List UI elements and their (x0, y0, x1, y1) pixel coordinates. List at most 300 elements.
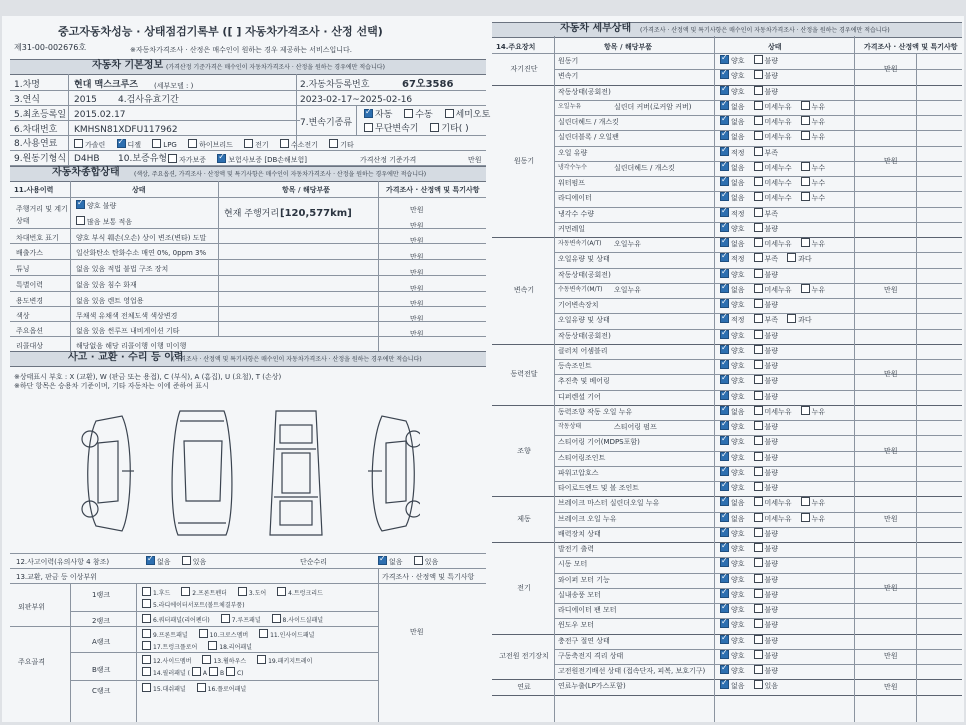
warranty-options: 자가보증 ✓ 보험사보증 [DB손해보험] (168, 154, 307, 166)
detail-state-checkbox[interactable] (754, 619, 763, 628)
detail-item: 커먼레일 (558, 224, 586, 233)
detail-item: 클러치 어셈블리 (558, 346, 608, 355)
accident-legend: ※상태표시 부호 : X (교환), W (판금 또는 용접), C (부식), A (흠집), U (요철), T (손상) (14, 373, 282, 381)
row-special-state: 없음 있음 침수 화재 (76, 281, 137, 289)
detail-item: 오일유량 및 상태 (558, 316, 610, 325)
detail-item: 디퍼렌셜 기어 (558, 392, 601, 401)
detail-sub-label: 자동변속기(A/T) (558, 240, 602, 247)
reg-label: 2.자동차등록번호 (300, 80, 370, 90)
accident-history-options: ✓ 없음 있음 (146, 556, 206, 568)
detail-state: ✓ 양호 불량 (720, 299, 787, 311)
detail-state: ✓ 양호 불량 (720, 86, 787, 98)
detail-state-checkbox[interactable] (754, 147, 763, 156)
fuel-electric-checkbox[interactable] (244, 139, 253, 148)
doc-number: 제31-00-002676호 (14, 43, 87, 52)
row-vin-mark-label: 차대번호 표기 (16, 234, 59, 242)
detail-state-checkbox[interactable] (754, 467, 763, 476)
fuel-hybrid-checkbox[interactable] (188, 139, 197, 148)
car-model: (세부모델 : ) (154, 82, 194, 90)
detail-state: ✓ 없음 미세누유 누유 (720, 513, 834, 525)
detail-state: ✓ 없음 미세누유 누유 (720, 284, 834, 296)
detail-state-checkbox[interactable] (754, 284, 763, 293)
detail-item: 기어변속장치 (558, 301, 599, 309)
detail-item: 시동 모터 (558, 560, 588, 569)
detail-state-checkbox[interactable] (754, 574, 763, 583)
detail-item: 실내송풍 모터 (558, 590, 601, 599)
detail-state-checkbox[interactable] (754, 162, 763, 171)
detail-state-checkbox[interactable] (720, 467, 729, 476)
detail-title: 자동차 세부상태 (560, 23, 632, 34)
detail-state-checkbox[interactable] (754, 406, 763, 415)
detail-state-checkbox[interactable] (720, 528, 729, 537)
detail-state-checkbox[interactable] (720, 147, 729, 156)
detail-state: ✓ 양호 불량 (720, 452, 787, 464)
row-color-state: 무채색 유채색 전체도색 색상변경 (76, 312, 178, 320)
detail-col-price: 가격조사 · 산정액 및 특기사항 (864, 43, 958, 51)
detail-state-checkbox[interactable] (720, 406, 729, 415)
detail-state-checkbox[interactable] (754, 86, 763, 95)
detail-state: ✓ 양호 불량 (720, 650, 787, 662)
row-mileage-state-1: ✓양호 불량 (76, 200, 116, 212)
detail-state-checkbox[interactable] (801, 131, 810, 140)
warranty-insurer-checkbox[interactable] (217, 154, 226, 163)
detail-state-checkbox[interactable] (754, 635, 763, 644)
detail-state-checkbox[interactable] (754, 528, 763, 537)
row-options-label: 주요옵션 (16, 327, 44, 335)
detail-state-checkbox[interactable] (720, 208, 729, 217)
car-top-view (172, 411, 232, 535)
detail-state: ✓ 양호 불량 (720, 391, 787, 403)
accident-title: 사고 · 교환 · 수리 등 이력 (68, 352, 184, 363)
detail-group-label: 제동 (517, 515, 531, 524)
unit-1: 만원 (410, 206, 424, 214)
car-left-side-view (82, 416, 134, 531)
detail-state-checkbox[interactable] (801, 192, 810, 201)
detail-state-checkbox[interactable] (801, 284, 810, 293)
detail-group-label: 고전원 전기장치 (499, 652, 549, 661)
detail-state: ✓ 양호 불량 (720, 436, 787, 448)
accident-note: (가격조사 · 산정액 및 특기사항은 매수인이 자동차가격조사 · 산정을 원하는 경우에만 적습니다) (172, 356, 422, 363)
detail-item: 고전원전기배선 상태 (접속단자, 피복, 보호기구) (558, 667, 706, 675)
detail-group-unit: 만원 (884, 583, 898, 592)
detail-state-checkbox[interactable] (720, 391, 729, 400)
detail-sub-label: 작동상태 (558, 423, 582, 430)
parts-unit: 만원 (410, 628, 424, 636)
detail-state-checkbox[interactable] (801, 116, 810, 125)
detail-state-checkbox[interactable] (720, 604, 729, 613)
detail-state-checkbox[interactable] (754, 680, 763, 689)
detail-state-checkbox[interactable] (720, 360, 729, 369)
gear-auto-checkbox[interactable] (364, 109, 373, 118)
simple-none-checkbox[interactable] (378, 556, 387, 565)
detail-state-checkbox[interactable] (720, 55, 729, 64)
detail-item: 윈도우 모터 (558, 621, 595, 630)
gear-options-1: ✓자동 수동 세미오토 (364, 109, 490, 121)
detail-state: ✓ 양호 불량 (720, 421, 787, 433)
detail-state: ✓ 양호 불량 (720, 223, 787, 235)
detail-item: 작동상태(공회전) (558, 87, 611, 96)
detail-group-label: 변속기 (513, 286, 535, 295)
detail-group-label: 동력전달 (510, 370, 538, 379)
car-diagram (76, 401, 420, 545)
detail-state: ✓ 양호 불량 (720, 635, 787, 647)
fuel-options: 가솔린 ✓ 디젤 LPG 하이브리드 전기 수소전기 기타 (74, 139, 354, 151)
gear-options-2: 무단변속기 기타( ) (364, 123, 469, 135)
rankA-items-a: 9.프론트패널 10.크로스멤버 11.인사이드패널 (142, 629, 314, 642)
fuel-diesel-checkbox[interactable] (117, 139, 126, 148)
price-base-label: 가격산정 기준가격 (360, 156, 417, 164)
detail-state-checkbox[interactable] (720, 269, 729, 278)
detail-state-checkbox[interactable] (754, 269, 763, 278)
detail-item: 실린더헤드 / 개스킷 (614, 163, 675, 172)
detail-group-label: 자기진단 (510, 65, 538, 74)
detail-state: ✓ 양호 불량 (720, 619, 787, 631)
detail-sub-label: 냉각수누수 (558, 163, 587, 171)
detail-state-checkbox[interactable] (720, 635, 729, 644)
col-state: 상태 (132, 186, 146, 194)
detail-state-checkbox[interactable] (720, 513, 729, 522)
detail-state-checkbox[interactable] (754, 421, 763, 430)
detail-state-checkbox[interactable] (720, 650, 729, 659)
detail-state-checkbox[interactable] (720, 116, 729, 125)
row-color-label: 색상 (16, 312, 30, 320)
detail-state-checkbox[interactable] (787, 253, 796, 262)
detail-state-checkbox[interactable] (754, 452, 763, 461)
detail-state: ✓ 양호 불량 (720, 558, 787, 570)
detail-group-unit: 만원 (884, 156, 898, 165)
detail-state-checkbox[interactable] (754, 436, 763, 445)
gear-semi-checkbox[interactable] (445, 109, 454, 118)
mileage-label: 현재 주행거리 (224, 209, 280, 219)
row-special-label: 특별이력 (16, 281, 44, 289)
detail-state: ✓ 적정 부족 (720, 147, 787, 159)
rank1-label: 1랭크 (92, 591, 110, 599)
detail-item: 발전기 출력 (558, 545, 595, 553)
parts-title: 13.교환, 판금 등 이상부위 (16, 573, 97, 581)
fuel-lpg-checkbox[interactable] (152, 139, 161, 148)
detail-state-checkbox[interactable] (720, 238, 729, 247)
row-tuning-label: 튜닝 (16, 265, 30, 273)
detail-state-checkbox[interactable] (754, 375, 763, 384)
accident-legend-2: ※하단 항목은 승용차 기준이며, 기타 자동차는 이에 준하여 표시 (14, 382, 209, 390)
frame-label: 주요골격 (18, 658, 46, 666)
fuel-gasoline-checkbox[interactable] (74, 139, 83, 148)
detail-state: ✓ 양호 불량 (720, 55, 787, 67)
detail-state-checkbox[interactable] (720, 253, 729, 262)
car-name-label: 1.차명 (14, 80, 40, 90)
gear-cvt-checkbox[interactable] (364, 123, 373, 132)
detail-state-checkbox[interactable] (754, 330, 763, 339)
detail-state-checkbox[interactable] (754, 665, 763, 674)
detail-state-checkbox[interactable] (754, 192, 763, 201)
accident-yes-checkbox[interactable] (182, 556, 191, 565)
detail-state-checkbox[interactable] (720, 86, 729, 95)
row-emission-state: 일산화탄소 탄화수소 매연 0%, 0ppm 3% (76, 249, 207, 257)
detail-item: 오일유량 및 상태 (558, 255, 610, 264)
detail-state-checkbox[interactable] (720, 497, 729, 506)
detail-state-checkbox[interactable] (720, 345, 729, 354)
detail-col-item: 항목 / 해당부품 (604, 43, 653, 51)
detail-state-checkbox[interactable] (720, 70, 729, 79)
detail-item: 충전구 절연 상태 (558, 636, 610, 645)
detail-state: ✓ 양호 불량 (720, 574, 787, 586)
left-page (6, 16, 491, 722)
detail-state-checkbox[interactable] (720, 131, 729, 140)
detail-item: 변속기 (558, 72, 579, 81)
detail-state: ✓ 양호 불량 (720, 543, 787, 555)
valid-value: 2023-02-17~2025-02-16 (300, 95, 413, 105)
detail-state-checkbox[interactable] (720, 314, 729, 323)
detail-state-checkbox[interactable] (754, 391, 763, 400)
detail-state-checkbox[interactable] (754, 589, 763, 598)
detail-item: 등속조인트 (558, 362, 592, 370)
row-usage-state: 없음 있음 렌트 영업용 (76, 297, 144, 305)
detail-state-checkbox[interactable] (801, 497, 810, 506)
detail-group-label: 원동기 (513, 156, 535, 165)
gear-label: 7.변속기종류 (300, 118, 353, 128)
rankB-items-b: 14.필러패널 ( A B C) (142, 667, 244, 680)
detail-item: 스티어링 기어(MDPS포함) (558, 438, 640, 447)
detail-state-checkbox[interactable] (720, 574, 729, 583)
detail-state: ✓ 양호 불량 (720, 375, 787, 387)
detail-sub-label: 수동변속기(M/T) (558, 285, 603, 293)
unit-2: 만원 (410, 222, 424, 230)
detail-state-checkbox[interactable] (720, 162, 729, 171)
detail-state-checkbox[interactable] (801, 101, 810, 110)
detail-state: ✓ 없음 미세누유 누유 (720, 238, 834, 250)
rank1-items-a: 1.후드 2.프론트펜더 3.도어 4.트렁크리드 (142, 587, 323, 600)
detail-state-checkbox[interactable] (720, 375, 729, 384)
gear-manual-checkbox[interactable] (404, 109, 413, 118)
detail-state-checkbox[interactable] (754, 116, 763, 125)
detail-state: ✓ 없음 미세누유 누유 (720, 101, 834, 113)
vin-value: KMHSN81XDFU117962 (74, 125, 178, 135)
detail-item: 워터펌프 (558, 179, 586, 187)
rank2-items: 6.쿼터패널(리어펜더) 7.루프패널 8.사이드실패널 (142, 614, 323, 627)
inspection-sheet (2, 16, 964, 722)
detail-state-checkbox[interactable] (754, 650, 763, 659)
unit-7: 만원 (410, 300, 424, 308)
detail-state-checkbox[interactable] (754, 208, 763, 217)
detail-state-checkbox[interactable] (754, 314, 763, 323)
detail-state-checkbox[interactable] (754, 299, 763, 308)
unit-4: 만원 (410, 253, 424, 261)
detail-state-checkbox[interactable] (801, 177, 810, 186)
detail-state-checkbox[interactable] (720, 284, 729, 293)
row-options-state: 없음 있음 썬루프 내비게이션 기타 (76, 327, 180, 335)
detail-group-unit: 만원 (884, 286, 898, 295)
fuel-hydrogen-checkbox[interactable] (280, 139, 289, 148)
simple-yes-checkbox[interactable] (414, 556, 423, 565)
detail-state-checkbox[interactable] (787, 314, 796, 323)
doc-notice: ※자동차가격조사 · 산정은 매수인이 원하는 경우 제공하는 서비스입니다. (130, 46, 352, 54)
overall-title: 자동차종합상태 (52, 167, 120, 178)
rank2-label: 2랭크 (92, 617, 110, 625)
basic-info-title: 자동차 기본정보 (92, 60, 164, 71)
detail-state-checkbox[interactable] (720, 101, 729, 110)
detail-item: 실린더헤드 / 개스킷 (558, 118, 619, 126)
detail-group-label: 전기 (517, 583, 531, 592)
detail-state: ✓ 양호 불량 (720, 345, 787, 357)
detail-state-checkbox[interactable] (754, 482, 763, 491)
detail-item: 라디에이터 팬 모터 (558, 606, 617, 614)
detail-group-unit: 만원 (884, 652, 898, 661)
price-base-unit: 만원 (468, 156, 482, 164)
detail-state-checkbox[interactable] (720, 177, 729, 186)
mileage-value: [120,577km] (280, 208, 352, 219)
detail-group-unit: 만원 (884, 65, 898, 74)
detail-state: ✓ 없음 미세누유 누유 (720, 116, 834, 128)
col-item: 항목 / 해당부품 (282, 186, 331, 194)
valid-label: 4.검사유효기간 (118, 95, 179, 105)
right-page (492, 16, 962, 722)
detail-state-checkbox[interactable] (754, 223, 763, 232)
detail-state: ✓ 양호 불량 (720, 70, 787, 82)
detail-state-checkbox[interactable] (754, 101, 763, 110)
mileage-good-checkbox[interactable] (76, 200, 85, 209)
detail-col-state: 상태 (768, 43, 782, 51)
gear-etc-checkbox[interactable] (430, 123, 439, 132)
detail-state-checkbox[interactable] (720, 223, 729, 232)
detail-state: ✓ 양호 불량 (720, 269, 787, 281)
row-tuning-state: 없음 있음 적법 불법 구조 장치 (76, 265, 169, 273)
rankC-items: 15.대쉬패널 16.플로어패널 (142, 683, 246, 696)
detail-state: ✓ 없음 미세누수 누수 (720, 177, 834, 189)
row-mileage-label: 주행거리 및 계기상태 (16, 205, 68, 225)
detail-item: 스티어링조인트 (558, 453, 606, 462)
detail-state: ✓ 양호 불량 (720, 589, 787, 601)
basic-info-note: (가격산정 기준가격은 매수인이 자동차가격조사 · 산정을 원하는 경우에만 적습니다) (166, 64, 385, 71)
overall-note: (색상, 주요옵션, 가격조사 · 산정액 및 특기사항은 매수인이 자동차가격조사 · 산정을 원하는 경우에만 적습니다) (134, 171, 427, 178)
detail-item: 구동축전지 격리 상태 (558, 651, 624, 660)
detail-state-checkbox[interactable] (720, 665, 729, 674)
detail-item: 오일 유량 (558, 148, 588, 157)
detail-state-checkbox[interactable] (754, 70, 763, 79)
rankA-items-b: 17.트렁크플로어 18.리어패널 (142, 641, 252, 654)
row-vin-mark-state: 양호 부식 훼손(오손) 상이 변조(변타) 도말 (76, 234, 207, 242)
detail-state: ✓ 없음 미세누수 누수 (720, 162, 834, 174)
parts-price-col: 가격조사 · 산정액 및 특기사항 (382, 573, 475, 581)
detail-state: ✓ 양호 불량 (720, 482, 787, 494)
detail-state-checkbox[interactable] (754, 253, 763, 262)
detail-item: 브레이크 마스터 실린더오일 누유 (558, 499, 660, 508)
warranty-self-checkbox[interactable] (168, 154, 177, 163)
detail-state: ✓ 양호 불량 (720, 528, 787, 540)
detail-state-checkbox[interactable] (801, 162, 810, 171)
reg-number: 67오3586 (402, 79, 454, 90)
detail-state-checkbox[interactable] (720, 589, 729, 598)
detail-state-checkbox[interactable] (754, 543, 763, 552)
detail-item: 냉각수 수량 (558, 209, 595, 218)
detail-state-checkbox[interactable] (801, 513, 810, 522)
detail-state-checkbox[interactable] (720, 330, 729, 339)
detail-state: ✓ 양호 불량 (720, 330, 787, 342)
accident-history-label: 12.사고이력(유의사항 4 참조) (16, 558, 110, 566)
rank1-items-b: 5.라디에이터서포트(볼트체결부품) (142, 599, 245, 612)
year-label: 3.연식 (14, 95, 40, 105)
detail-state-checkbox[interactable] (754, 558, 763, 567)
detail-item: 연료누출(LP가스포함) (558, 682, 626, 691)
detail-state-checkbox[interactable] (720, 421, 729, 430)
detail-state: ✓ 적정 부족 과다 (720, 253, 821, 265)
detail-group-label: 조향 (517, 446, 531, 455)
detail-state-checkbox[interactable] (720, 482, 729, 491)
unit-6: 만원 (410, 285, 424, 293)
detail-state-checkbox[interactable] (754, 604, 763, 613)
year-value: 2015 (74, 95, 97, 105)
detail-item: 실린더 커버(로커암 커버) (614, 102, 692, 111)
unit-8: 만원 (410, 315, 424, 323)
detail-item: 동력조향 작동 오일 누유 (558, 407, 633, 416)
row-recall-label: 리콜대상 (16, 342, 44, 350)
detail-sub-label: 오일누유 (558, 102, 582, 110)
detail-state: ✓ 적정 부족 (720, 208, 787, 220)
col-price: 가격조사 · 산정액 및 특기사항 (386, 186, 480, 194)
detail-state-checkbox[interactable] (801, 238, 810, 247)
fuel-etc-checkbox[interactable] (329, 139, 338, 148)
detail-state: ✓ 양호 불량 (720, 665, 787, 677)
rankA-label: A랭크 (92, 638, 111, 646)
detail-item: 와이퍼 모터 기능 (558, 575, 610, 584)
detail-state: ✓ 적정 부족 과다 (720, 314, 821, 326)
detail-item: 라디에이터 (558, 194, 592, 203)
mileage-many-checkbox[interactable] (76, 216, 85, 225)
unit-9: 만원 (410, 330, 424, 338)
detail-group-unit: 만원 (884, 515, 898, 524)
engine-label: 9.원동기형식 (14, 154, 67, 164)
col-use-history: 11.사용이력 (14, 186, 54, 194)
detail-state-checkbox[interactable] (754, 55, 763, 64)
detail-state-checkbox[interactable] (720, 192, 729, 201)
row-usage-label: 용도변경 (16, 297, 44, 305)
first-reg-label: 5.최초등록일 (14, 110, 67, 120)
detail-state-checkbox[interactable] (720, 680, 729, 689)
simple-repair-label: 단순수리 (300, 558, 328, 566)
detail-item: 배력장치 상태 (558, 529, 601, 538)
car-right-side-view (368, 416, 420, 531)
detail-item: 오일누유 (614, 240, 642, 248)
detail-state-checkbox[interactable] (754, 360, 763, 369)
detail-item: 파워고압호스 (558, 468, 599, 477)
car-name: 현대 맥스크루즈 (74, 80, 138, 90)
detail-item: 실린더블록 / 오일팬 (558, 133, 619, 142)
detail-state-checkbox[interactable] (720, 436, 729, 445)
detail-state: ✓ 없음 미세누유 누유 (720, 406, 834, 418)
detail-state: ✓ 없음 있음 (720, 680, 787, 692)
detail-state-checkbox[interactable] (720, 543, 729, 552)
detail-state-checkbox[interactable] (754, 238, 763, 247)
detail-state-checkbox[interactable] (801, 406, 810, 415)
detail-state-checkbox[interactable] (720, 299, 729, 308)
detail-state-checkbox[interactable] (754, 131, 763, 140)
accident-none-checkbox[interactable] (146, 556, 155, 565)
row-emission-label: 배출가스 (16, 249, 44, 257)
detail-group-unit: 만원 (884, 446, 898, 455)
detail-state-checkbox[interactable] (754, 497, 763, 506)
detail-state-checkbox[interactable] (754, 345, 763, 354)
detail-state-checkbox[interactable] (754, 513, 763, 522)
warranty-label: 10.보증유형 (118, 154, 168, 164)
engine-value: D4HB (74, 154, 100, 164)
detail-item: 오일누유 (614, 285, 642, 294)
detail-state-checkbox[interactable] (720, 558, 729, 567)
detail-state-checkbox[interactable] (754, 177, 763, 186)
detail-state-checkbox[interactable] (720, 619, 729, 628)
detail-state: ✓ 없음 미세누유 누유 (720, 497, 834, 509)
detail-state-checkbox[interactable] (720, 452, 729, 461)
detail-state: ✓ 없음 미세누유 누유 (720, 131, 834, 143)
detail-item: 타이로드엔드 및 볼 조인트 (558, 484, 640, 492)
